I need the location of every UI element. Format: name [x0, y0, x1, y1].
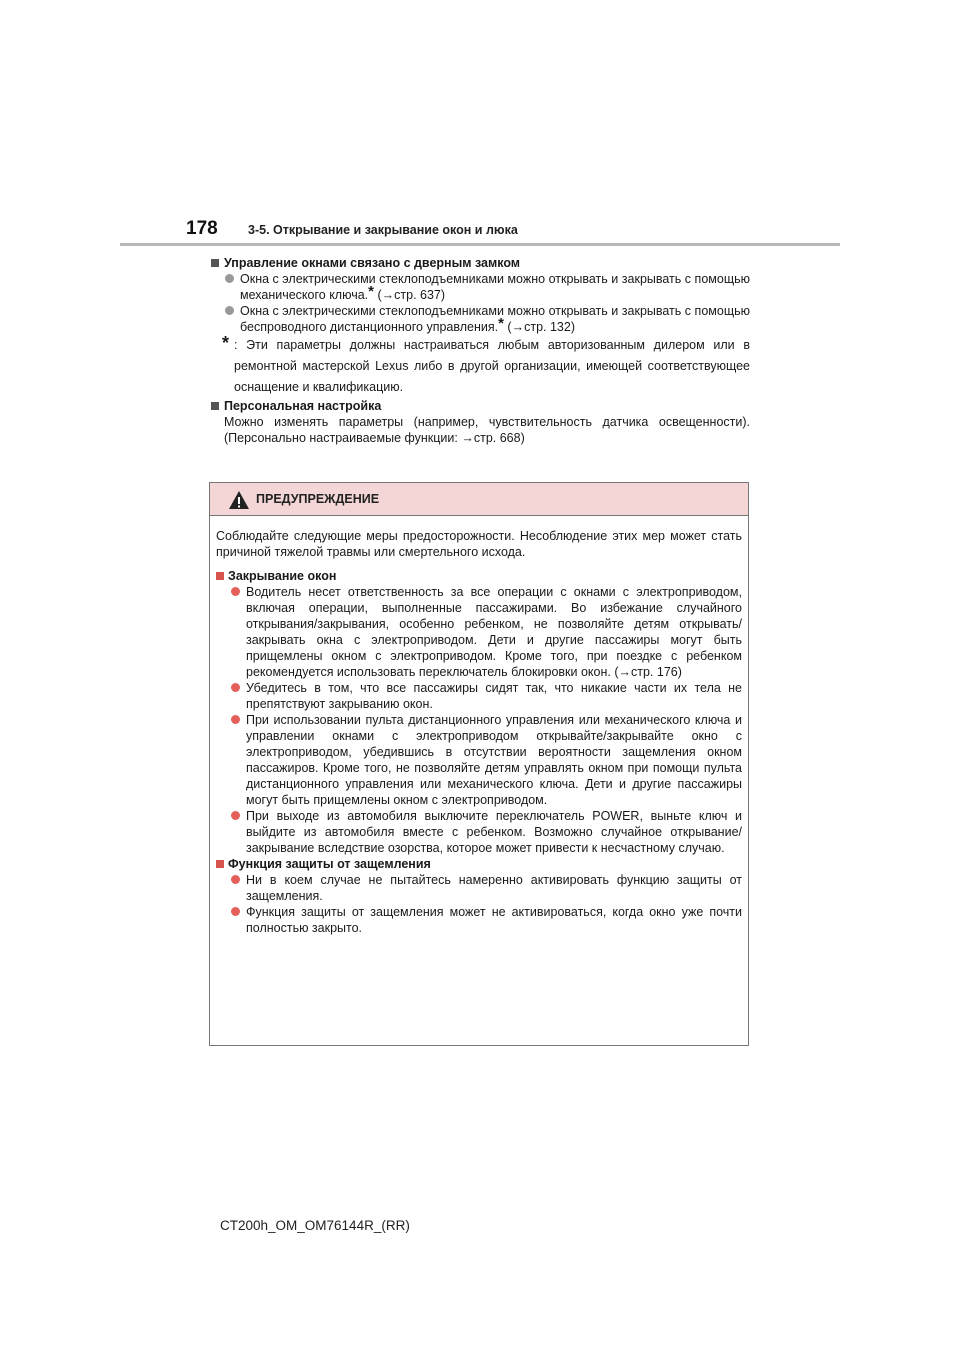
section-heading-window-lock: Управление окнами связано с дверным замком — [210, 255, 750, 271]
circle-bullet-icon — [231, 907, 240, 916]
footnote: * : Эти параметры должны настраиваться любым авторизованным дилером или в ремонтной мастерской Lexus либо в другой организации, имеющей соответствующее оснащение и квалификацию. — [222, 333, 750, 394]
circle-bullet-icon — [231, 715, 240, 724]
warning-body — [210, 516, 748, 936]
warning-intro: Соблюдайте следующие меры предосторожности. Несоблюдение этих мер может стать причиной тяжелой травмы или смертельного исхода. — [216, 529, 742, 559]
list-item: При использовании пульта дистанционного управления или механического ключа и управлении окнами с электроприводом открывайте/закрывайте окно с электроприводом, убедившись в отсутствии вероятности защемления окном пассажиров. Кроме того, не позволяйте детям управлять окном при помощи пульта дистанционного управления или механического ключа. Дети и другие пассажиры могут быть прищемлены окном с электроприводом. — [216, 712, 742, 808]
circle-bullet-icon — [231, 683, 240, 692]
square-bullet-icon — [211, 402, 219, 410]
section-title: 3-5. Открывание и закрывание окон и люка — [248, 223, 518, 237]
warning-triangle-icon — [228, 490, 250, 510]
section-heading-custom-settings: Персональная настройка — [210, 398, 750, 414]
square-bullet-icon — [216, 572, 224, 580]
footer-document-code: CT200h_OM_OM76144R_(RR) — [220, 1218, 410, 1233]
asterisk-mark: * — [368, 283, 374, 300]
asterisk-mark: * — [498, 315, 504, 332]
square-bullet-icon — [216, 860, 224, 868]
square-bullet-icon — [211, 259, 219, 267]
paragraph: Можно изменять параметры (например, чувствительность датчика освещенности). (Персонально настраиваемые функции: →стр. 668) — [224, 415, 750, 445]
list-item: Окна с электрическими стеклоподъемниками можно открывать и закрывать с помощью механического ключа.* (→стр. 637) — [210, 271, 750, 303]
circle-bullet-icon — [225, 306, 234, 315]
list-item: Функция защиты от защемления может не активироваться, когда окно уже почти полностью закрыто. — [216, 904, 742, 936]
asterisk-mark: * — [222, 333, 230, 353]
main-content — [210, 255, 750, 446]
warning-heading-closing-windows: Закрывание окон — [216, 568, 742, 584]
list-item: При выходе из автомобиля выключите переключатель POWER, выньте ключ и выйдите из автомобиля вместе с ребенком. Возможно случайное открывание/закрывание вследствие озорства, которое может привести к несчастному случаю. — [216, 808, 742, 856]
list-item: Окна с электрическими стеклоподъемниками можно открывать и закрывать с помощью беспроводного дистанционного управления.* (→стр. 132) — [210, 303, 750, 335]
circle-bullet-icon — [231, 587, 240, 596]
page-number: 178 — [186, 218, 218, 239]
circle-bullet-icon — [231, 875, 240, 884]
warning-header — [210, 483, 748, 516]
list-item: Ни в коем случае не пытайтесь намеренно активировать функцию защиты от защемления. — [216, 872, 742, 904]
list-item: Водитель несет ответственность за все операции с окнами с электроприводом, включая операции, выполненные пассажирами. Во избежание случайного открывания/закрывания, особенно ребенком, не позволяйте детям открывать/закрывать окна с электроприводом. Дети и другие пассажиры могут быть прищемлены окном с электроприводом. Кроме того, при поездке с ребенком рекомендуется использовать переключатель блокировки окон. (→стр. 176) — [216, 584, 742, 680]
list-item: Убедитесь в том, что все пассажиры сидят так, что никакие части их тела не препятствуют закрыванию окон. — [216, 680, 742, 712]
header-rule — [120, 243, 840, 246]
circle-bullet-icon — [225, 274, 234, 283]
warning-box — [209, 482, 749, 1046]
warning-title: ПРЕДУПРЕЖДЕНИЕ — [256, 492, 380, 506]
circle-bullet-icon — [231, 811, 240, 820]
warning-heading-jam-protection: Функция защиты от защемления — [216, 856, 742, 872]
